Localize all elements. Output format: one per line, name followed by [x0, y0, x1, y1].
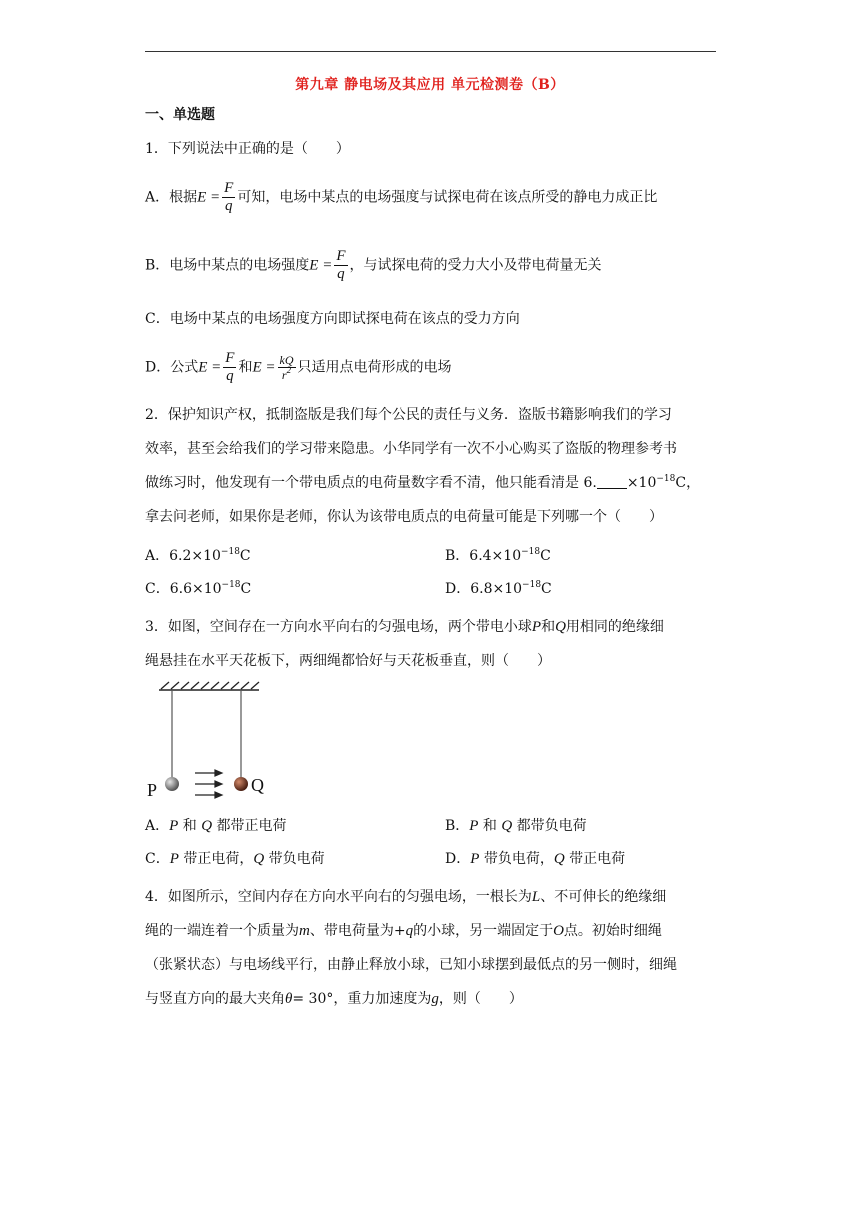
fraction: $\frac{F}{q}$ [336, 248, 346, 282]
q1-option-c: C．电场中某点的电场强度方向即试探电荷在该点的受力方向 [145, 311, 520, 327]
q3-option-c: C．P 带正电荷，Q 带负电荷 [145, 851, 325, 867]
q2-stem: 2．保护知识产权，抵制盗版是我们每个公民的责任与义务．盗版书籍影响我们的学习 效率，甚至会给我们的学习带来隐患。小华同学有一次不小心购买了盗版的物理参考书 做练习时，他发现有一个带电质点的电荷量数字看不清，他只能看清是 6. $\times 10^{-18}C$， 拿去问老师，如果你是老师，你认为该带电质点的电荷量可能是下列哪一个（ ） [145, 407, 701, 525]
q3-stem: 3．如图，空间存在一方向水平向右的匀强电场，两个带电小球P和Q用相同的绝缘细 绳悬挂在水平天花板下，两细绳都恰好与天花板垂直，则（ ） [145, 619, 664, 669]
q2-option-b: B．$6.4\times 10^{-18}C$ [445, 547, 551, 564]
q1-stem: 1．下列说法中正确的是（ ） [145, 141, 350, 157]
header-rule [145, 51, 716, 52]
q3-option-b: B．P 和 Q 都带负电荷 [445, 818, 587, 834]
fraction: $\frac{kQ}{r^2}$ [279, 353, 294, 382]
page-title: 第九章 静电场及其应用 单元检测卷（B） [295, 77, 565, 93]
q1-option-d: D．公式E = $\frac{F}{q}$ 和E = $\frac{kQ}{r^2}$ 只适用点电荷形成的电场 [145, 350, 452, 384]
q2-option-a: A．$6.2\times 10^{-18}C$ [145, 547, 251, 564]
q3-figure [145, 681, 275, 803]
label-p: P [147, 780, 158, 800]
q3-option-a: A．P 和 Q 都带正电荷 [145, 818, 287, 834]
answer-blank [597, 474, 627, 489]
q4-stem: 4．如图所示，空间内存在方向水平向右的匀强电场，一根长为L、不可伸长的绝缘细 绳的一端连着一个质量为m、带电荷量为+q的小球，另一端固定于O点。初始时细绳 （张紧状态）与电场线平行，由静止释放小球，已知小球摆到最低点的另一侧时，细绳 与竖直方向的最大夹角θ= 30°，重力加速度为g，则（ ） [145, 889, 677, 1007]
section-heading: 一、单选题 [145, 107, 215, 123]
fraction: $\frac{F}{q}$ [225, 350, 235, 384]
field-arrows [195, 770, 222, 798]
ceiling [159, 682, 259, 690]
fraction: $\frac{F}{q}$ [224, 180, 234, 214]
ball-q [234, 777, 248, 791]
q1-option-a: A．根据E = $\frac{F}{q}$ 可知，电场中某点的电场强度与试探电荷在该点所受的静电力成正比 [145, 180, 658, 214]
q2-option-d: D．$6.8\times 10^{-18}C$ [445, 580, 552, 597]
ball-p [165, 777, 179, 791]
label-q: Q [251, 775, 264, 795]
q1-option-b: B．电场中某点的电场强度E = $\frac{F}{q}$ ，与试探电荷的受力大小及带电荷量无关 [145, 248, 602, 282]
q3-option-d: D．P 带负电荷，Q 带正电荷 [445, 851, 626, 867]
q2-option-c: C．$6.6\times 10^{-18}C$ [145, 580, 252, 597]
